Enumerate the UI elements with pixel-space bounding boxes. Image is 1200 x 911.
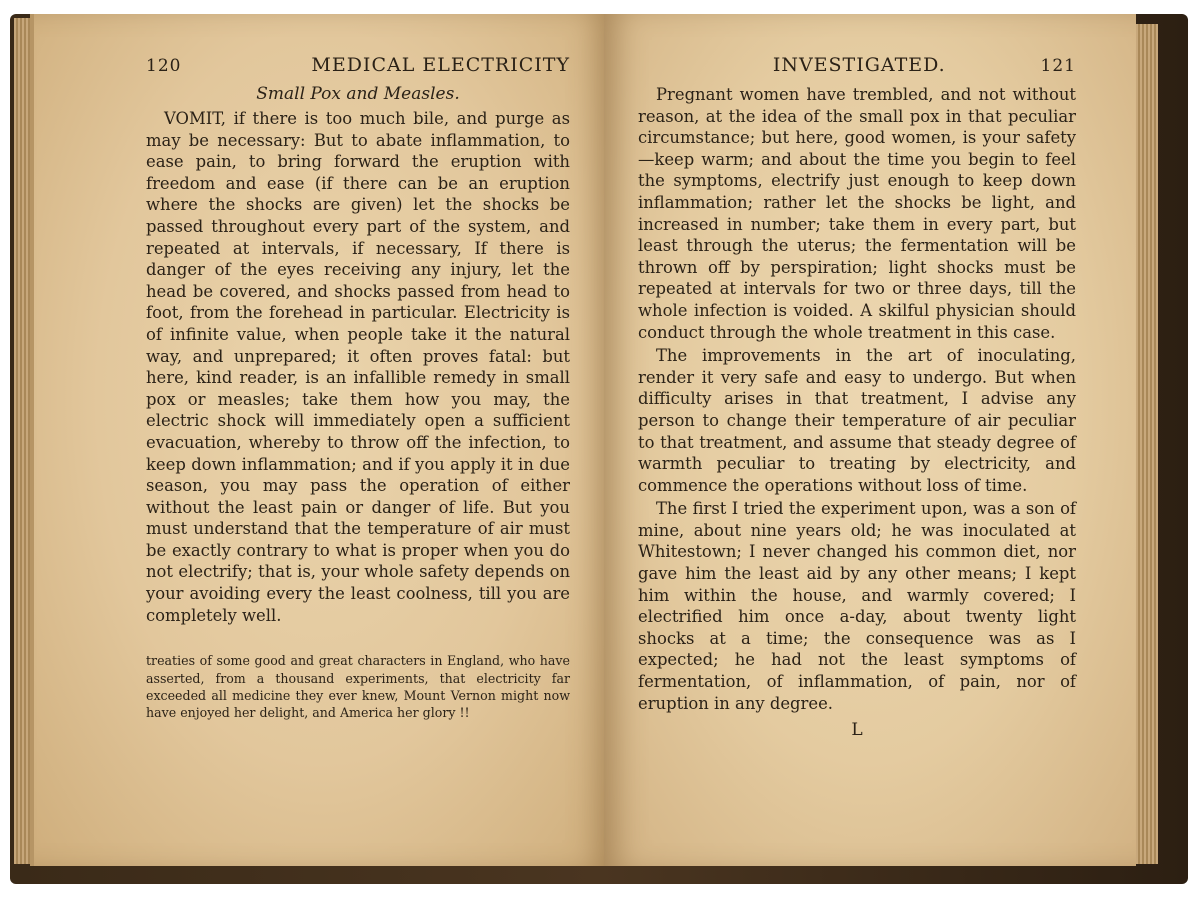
- paragraph: Pregnant women have trembled, and not without reason, at the idea of the small pox in that peculiar circumstance; but here, good women, is your safety—keep warm; and about the time you begin to feel the symptoms, electrify just enough to keep down inflammation; rather let the shocks be light, and increased in number; take them in every part, but least through the uterus; the fermentation will be thrown off by perspiration; light shocks must be repeated at intervals for two or three days, till the whole infection is voided. A skilful physician should conduct through the whole treatment in this case.: [638, 85, 1076, 342]
- left-running-head: MEDICAL ELECTRICITY: [311, 54, 570, 76]
- left-page: [30, 14, 608, 866]
- left-page-header: [146, 54, 570, 76]
- footnote: treaties of some good and great characters in England, who have asserted, from a thousand experiments, that electricity far exceeded all medicine they ever knew, Mount Vernon might now have enjoyed her delight, and America her glory !!: [146, 653, 570, 721]
- right-page-header: [638, 54, 1076, 76]
- paragraph: VOMIT, if there is too much bile, and purge as may be necessary: But to abate inflammation, to ease pain, to bring forward the eruption with freedom and ease (if there can be an eruption where the shocks are given) let the shocks be passed throughout every part of the system, and repeated at intervals, if necessary, If there is danger of the eyes receiving any injury, let the head be covered, and shocks passed from head to foot, from the forehead in particular. Electricity is of infinite value, when people take it the natural way, and unprepared; it often proves fatal: but here, kind reader, is an infallible remedy in small pox or measles; take them how you may, the electric shock will immediately open a sufficient evacuation, whereby to throw off the infection, to keep down inflammation; and if you apply it in due season, you may pass the operation of either without the least pain or danger of life. But you must understand that the temperature of air must be exactly contrary to what is proper when you do not electrify; that is, your whole safety depends on your avoiding every the least coolness, till you are completely well.: [146, 109, 570, 625]
- paragraph: The first I tried the experiment upon, was a son of mine, about nine years old; he was inoculated at Whitestown; I never changed his common diet, nor gave him the least aid by any other means; I kept him within the house, and warmly covered; I electrified him once a-day, about twenty light shocks at a time; the consequence was as I expected; he had not the least symptoms of fermentation, of inflammation, of pain, nor of eruption in any degree.: [638, 499, 1076, 713]
- right-running-head: INVESTIGATED.: [772, 54, 946, 76]
- paragraph: The improvements in the art of inoculating, render it very safe and easy to undergo. But when difficulty arises in that treatment, I advise any person to change their temperature of air peculiar to that treatment, and assume that steady degree of warmth peculiar to treating by electricity, and commence the operations without loss of time.: [638, 346, 1076, 495]
- left-page-body: [146, 108, 570, 626]
- right-page: [604, 14, 1136, 866]
- signature-mark: L: [851, 720, 863, 741]
- right-page-number: 121: [1040, 56, 1076, 76]
- page-edges-right: [1134, 24, 1158, 864]
- section-title: Small Pox and Measles.: [256, 84, 460, 104]
- left-page-number: 120: [146, 56, 182, 76]
- right-page-body: [638, 84, 1076, 714]
